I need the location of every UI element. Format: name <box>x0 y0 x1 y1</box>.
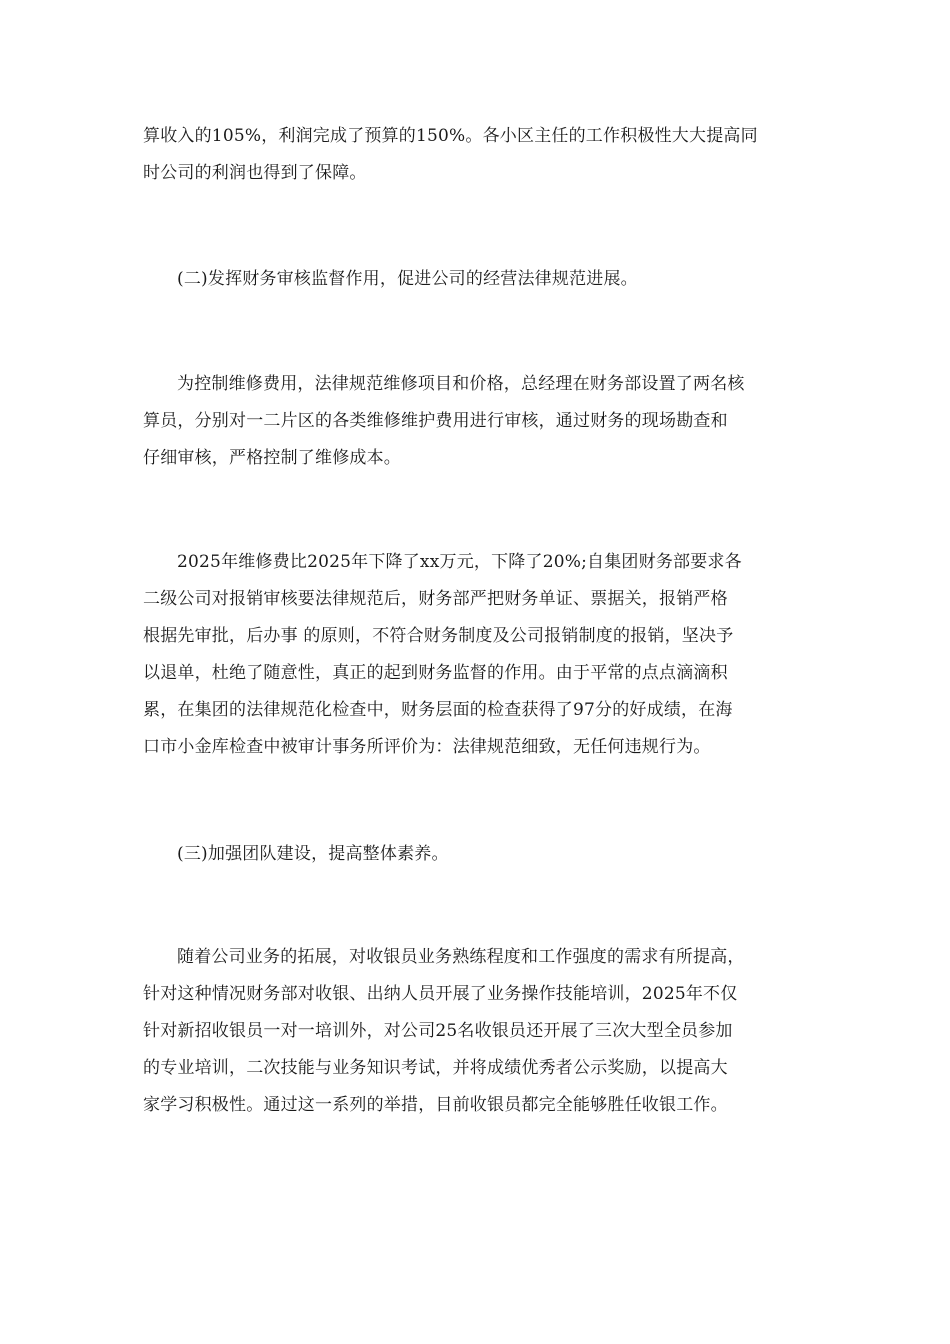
text-line: 二级公司对报销审核要法律规范后，财务部严把财务单证、票据关，报销严格 <box>143 589 728 609</box>
text-line: 算员，分别对一二片区的各类维修维护费用进行审核，通过财务的现场勘查和 <box>143 411 728 431</box>
text-line: 仔细审核，严格控制了维修成本。 <box>143 448 401 468</box>
section-heading-team-building <box>143 836 808 873</box>
text-line: 随着公司业务的拓展，对收银员业务熟练程度和工作强度的需求有所提高， <box>177 947 745 967</box>
text-line: (二)发挥财务审核监督作用，促进公司的经营法律规范进展。 <box>177 269 638 289</box>
paragraph-reimbursement-audit <box>143 544 808 766</box>
section-heading-audit-supervision <box>143 261 808 298</box>
text-line: 根据先审批，后办事 的原则，不符合财务制度及公司报销制度的报销，坚决予 <box>143 626 734 646</box>
paragraph-cashier-training <box>143 939 808 1124</box>
text-line: (三)加强团队建设，提高整体素养。 <box>177 844 449 864</box>
text-line: 累，在集团的法律规范化检查中，财务层面的检查获得了97分的好成绩，在海 <box>143 700 733 720</box>
text-line: 家学习积极性。通过这一系列的举措，目前收银员都完全能够胜任收银工作。 <box>143 1095 728 1115</box>
text-line: 时公司的利润也得到了保障。 <box>143 163 367 183</box>
text-line: 算收入的105%，利润完成了预算的150%。各小区主任的工作积极性大大提高同 <box>143 126 758 146</box>
text-line: 针对这种情况财务部对收银、出纳人员开展了业务操作技能培训，2025年不仅 <box>143 984 738 1004</box>
text-line: 以退单，杜绝了随意性，真正的起到财务监督的作用。由于平常的点点滴滴积 <box>143 663 728 683</box>
text-line: 为控制维修费用，法律规范维修项目和价格，总经理在财务部设置了两名核 <box>177 374 745 394</box>
paragraph-maintenance-cost-control <box>143 366 808 477</box>
text-line: 针对新招收银员一对一培训外，对公司25名收银员还开展了三次大型全员参加 <box>143 1021 733 1041</box>
text-line: 2025年维修费比2025年下降了xx万元，下降了20%;自集团财务部要求各 <box>177 552 742 572</box>
text-line: 的专业培训，二次技能与业务知识考试，并将成绩优秀者公示奖励，以提高大 <box>143 1058 728 1078</box>
text-line: 口市小金库检查中被审计事务所评价为：法律规范细致，无任何违规行为。 <box>143 737 711 757</box>
paragraph-budget-results <box>143 118 808 192</box>
